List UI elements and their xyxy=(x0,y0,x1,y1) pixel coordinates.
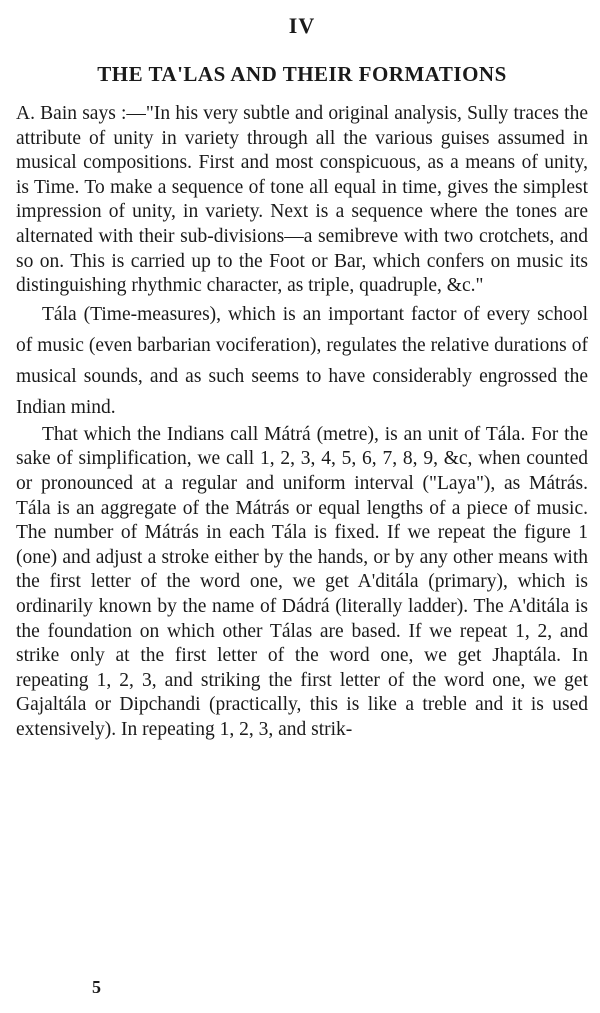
body-text xyxy=(16,102,588,742)
chapter-title: THE TA'LAS AND THEIR FORMATIONS xyxy=(97,62,507,86)
paragraph-matra-explanation: That which the Indians call Mátrá (metre), is an unit of Tála. For the sake of simplification, we call 1, 2, 3, 4, 5, 6, 7, 8, 9, &c, when counted or pronounced at a regular and uniform interval ("Laya"), as Mátrás. Tála is an aggregate of the Mátrás or equal lengths of a piece of music. The number of Mátrás in each Tála is fixed. If we repeat the figure 1 (one) and adjust a stroke either by the hands, or by any other means with the first letter of the word one, we get A'ditála (primary), which is ordinarily known by the name of Dádrá (literally ladder). The A'ditála is the foundation on which other Tálas are based. If we repeat 1, 2, and strike only at the first letter of the word one, we get Jhaptála. In repeating 1, 2, 3, and striking the first letter of the word one, we get Gajaltála or Dipchandi (practically, this is like a treble and it is used extensively). In repeating 1, 2, 3, and strik- xyxy=(16,423,588,740)
paragraph-tala-definition: Tála (Time-measures), which is an important factor of every school of music (even barbarian vociferation), regulates the relative durations of musical sounds, and as such seems to have considerably engrossed the Indian mind. xyxy=(16,303,588,418)
paragraph-bain-quote: A. Bain says :—"In his very subtle and original analysis, Sully traces the attribute of unity in variety through all the various guises assumed in musical compositions. First and most conspicuous, as a means of unity, is Time. To make a sequence of tone all equal in time, gives the simplest impression of unity, in variety. Next is a sequence where the tones are alternated with their sub-divisions—a semibreve with two crotchets, and so on. This is carried up to the Foot or Bar, which confers on music its distinguishing rhythmic character, as triple, quadruple, &c." xyxy=(16,103,588,297)
chapter-number: IV xyxy=(288,13,316,38)
page-number: 5 xyxy=(92,977,101,997)
